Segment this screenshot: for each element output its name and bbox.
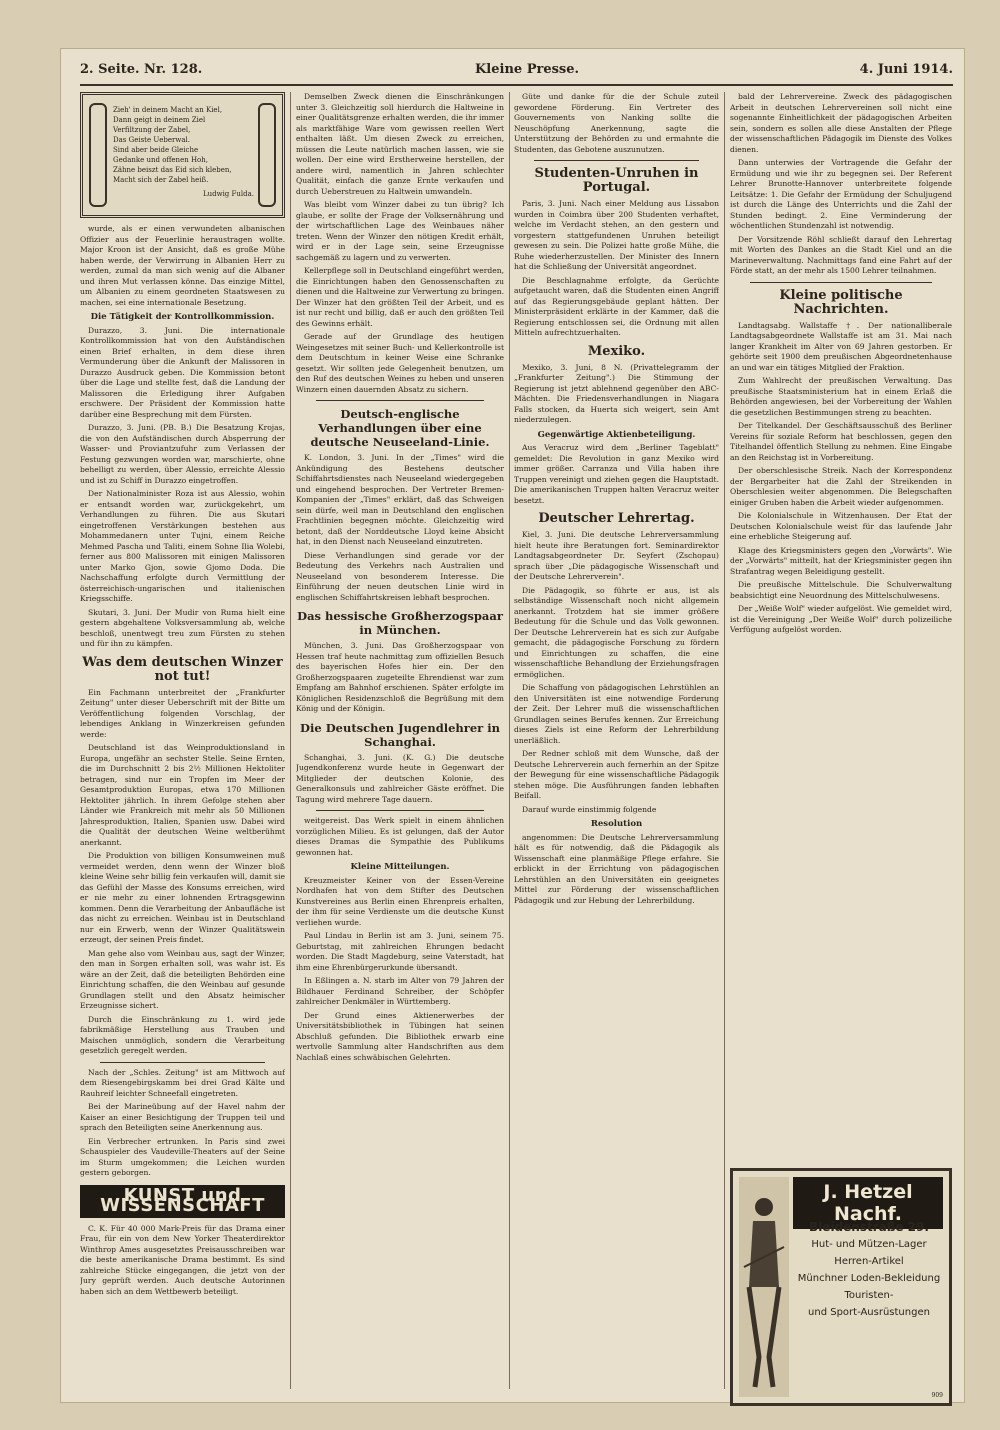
article-text: Durazzo, 3. Juni. Die internationale Kontrollkommission hat von den Aufständischen einen Brief erhalten, in dem diese ihren Vermunderung über die Ankunft der Malissoren in Durazzo Ausdruck geben. Die Kommission betont über die Lage und stellte fest, daß die Landung der Malissoren die Erledigung ihrer Aufgaben erschwere. Der Präsident der Kommission hatte darüber eine Besprechung mit dem Fürsten. <box>80 325 285 419</box>
shop-address: Bleidenstraße 29. <box>809 1220 929 1234</box>
advertisement <box>730 1168 952 1406</box>
poem-line: Sind aber beide Gleiche <box>113 146 199 154</box>
article-text: weitgereist. Das Werk spielt in einem ähnlichen vorzüglichen Milieu. Es ist gelungen, daß der Autor dieses Dramas die Sympathie des Publikums gewonnen hat. <box>296 816 504 857</box>
article-text: Kreuzmeister Keiner von der Essen-Vereine Nordhafen hat von dem Stifter des Deutschen Kunstvereines aus Berlin einen Ehrenpreis erhalten, der ihm für seine Verdienste um die deutsche Kunst verliehen wurde. <box>296 875 504 927</box>
headline: Deutsch-englische Verhandlungen über eine deutsche Neuseeland-Linie. <box>310 407 490 449</box>
article-text: Nach der „Schles. Zeitung" ist am Mittwoch auf dem Riesengebirgskamm bei drei Grad Kälte und Rauhreif leichter Schneefall eingetreten. <box>80 1067 285 1098</box>
article-text: Darauf wurde einstimmig folgende <box>522 804 657 814</box>
article-text: Ein Fachmann unterbreitet der „Frankfurter Zeitung" unter dieser Ueberschrift mit der Bitte um Veröffentlichung folgenden Vorschlag, der lebendiges Anklang in Winzerkreisen gefunden werde: <box>80 687 285 739</box>
subheading: Gegenwärtige Aktienbeteiligung. <box>537 429 696 440</box>
column-4 <box>730 92 952 1153</box>
article-text: Die Schaffung von pädagogischen Lehrstühlen an den Universitäten ist eine notwendige Forderung der Zeit. Der Lehrer muß die wissenschaftlichen Grundlagen seines Berufes kennen. Zur Erreichung dieses Ziels ist eine Reform der Lehrerbildung unerläßlich. <box>514 683 719 745</box>
ornament-left <box>89 103 107 207</box>
subheading: Resolution <box>590 819 643 829</box>
headline: Die Deutschen Jugendlehrer in Schanghai. <box>300 720 500 749</box>
newspaper-page <box>60 48 965 1403</box>
article-text: Paul Lindau in Berlin ist am 3. Juni, seinem 75. Geburtstag, mit zahlreichen Ehrungen bedacht worden. Die Stadt Magdeburg, seine Vaterstadt, hat ihm eine Ehrenbürgerurkunde übersandt. <box>296 931 504 972</box>
column-1 <box>80 92 285 1389</box>
article-text: Landtagsabg. Wallstaffe †. Der nationalliberale Landtagsabgeordnete Wallstaffe ist am 31. Mai nach langer Krankheit im Alter von 69 Jahren gestorben. Er gehörte seit 1900 dem preußischen Abgeordnetenhause an und war ein tätiges Mitglied der Fraktion. <box>730 320 952 372</box>
divider <box>316 400 484 401</box>
article-text: Der Titelkandel. Der Geschäftsausschuß des Berliner Vereins für soziale Reform hat beschlossen, gegen den Titelhandel öffentlich Stellung zu nehmen. Eine Eingabe an den Reichstag ist in Vorbereitung. <box>730 421 952 462</box>
article-text: Die Beschlagnahme erfolgte, da Gerüchte aufgetaucht waren, daß die Studenten einen Angriff auf das Regierungsgebäude geplant hätten. Der Ministerpräsident erklärte in der Kammer, daß die Regierung entschlossen sei, die Ordnung mit allen Mitteln aufrechtzuerhalten. <box>514 275 719 337</box>
poem-line: Zähne beiszt das Eid sich kleben, <box>113 166 232 174</box>
headline: Mexiko. <box>587 343 646 359</box>
column-2 <box>296 92 504 1389</box>
ad-line: und Sport-Ausrüstungen <box>808 1307 930 1318</box>
article-text: Der Redner schloß mit dem Wunsche, daß der Deutsche Lehrerverein auch fernerhin an der Spitze der Bewegung für eine wissenschaftliche Pädagogik stehen möge. Die Ausführungen fanden lebhaften Beifall. <box>514 749 719 800</box>
ad-line: Hut- und Mützen-Lager <box>811 1239 927 1250</box>
article-text: Kellerpflege soll in Deutschland eingeführt werden, die Einrichtungen haben den Genossenschaften zu dienen und die Haltweine zur Verwertung zu bringen. Der Winzer hat den größten Teil der Arbeit, und es ist nur recht und billig, daß er auch den größten Teil des Gewinns erhält. <box>296 266 504 328</box>
article-text: Güte und danke für die der Schule zuteil gewordene Förderung. Ein Vertreter des Gouvernements von Nanking sollte die Neuschöpfung Anerkennung, sagte die Unterstützung der Behörden zu und ermahnte die Studenten, das Gebotene auszunutzen. <box>514 92 719 154</box>
article-text: Die Kolonialschule in Witzenhausen. Der Etat der Deutschen Kolonialschule weist für das laufende Jahr eine erhebliche Steigerung auf. <box>730 511 952 541</box>
article-text: Ein Verbrecher ertrunken. In Paris sind zwei Schauspieler des Vaudeville-Theaters auf der Seine im Sturm umgekommen; die Leichen wurden gestern geborgen. <box>80 1136 285 1177</box>
poem-author: Ludwig Fulda. <box>202 190 254 198</box>
article-text: Dann unterwies der Vortragende die Gefahr der Ermüdung und wie ihr zu begegnen sei. Der Referent Lehrer Brunotte-Hannover unterbreitete folgende Leitsätze: 1. Die Gefahr der Ermüdung der Schuljugend ist durch die Länge des Unterrichts und die Zahl der Stunden bedingt. 2. Eine Verminderung der wöchentlichen Stundenzahl ist notwendig. <box>730 158 952 230</box>
article-text: Die preußische Mittelschule. Die Schulverwaltung beabsichtigt eine Neuordnung des Mittelschulwesens. <box>730 580 952 600</box>
poem-line: Das Geiste Ueberwal. <box>113 136 190 144</box>
ad-tag: 909 <box>931 1392 943 1399</box>
poem-line: Gedanke und offenen Hoh, <box>113 156 208 164</box>
section-banner: KUNST und WISSENSCHAFT <box>80 1185 285 1218</box>
poem-line: Verfiltzung der Zabel, <box>113 126 191 134</box>
divider <box>534 160 699 161</box>
ad-line: Touristen- <box>844 1290 894 1301</box>
shop-name: J. Hetzel Nachf. <box>793 1177 943 1229</box>
poem-line: Dann geigt in deinem Ziel <box>113 116 206 124</box>
rider-illustration-icon <box>739 1177 789 1397</box>
ornament-right <box>258 103 276 207</box>
article-text: In Eßlingen a. N. starb im Alter von 79 Jahren der Bildhauer Ferdinand Schreiber, der Schöpfer zahlreicher Denkmäler in Württemberg. <box>296 976 504 1006</box>
column-divider <box>509 92 510 1389</box>
ad-line: Herren-Artikel <box>834 1256 904 1267</box>
article-text: angenommen: Die Deutsche Lehrerversammlung hält es für notwendig, daß die Pädagogik als Wissenschaft eine planmäßige Pflege erfahre. Sie erblickt in der Errichtung von pädagogischen Lehrstühlen an den Universitäten ein geeignetes Mittel zur Förderung der wissenschaftlichen Pädagogik und zur Hebung der Lehrerbildung. <box>514 832 719 905</box>
article-text: München, 3. Juni. Das Großherzogspaar von Hessen traf heute nachmittag zum offiziellen Besuch des bayerischen Hofes hier ein. Der den Großherzogspaaren zugeteilte Ehrendienst war zum Empfang am Bahnhof erschienen. Später erfolgte im Königlichen Residenzschloß die Begrüßung mit dem König und der Königin. <box>296 641 504 713</box>
article-text: Gerade auf der Grundlage des heutigen Weingesetzes mit seiner Buch- und Kellerkontrolle ist dem Deutschtum in keiner Weise eine Schranke gesetzt. Wir sollten jede Gelegenheit benutzen, um den Ruf des deutschen Weines zu heben und unseren Winzern einen dauernden Absatz zu sichern. <box>296 332 504 394</box>
page-header <box>80 60 953 86</box>
article-text: wurde, als er einen verwundeten albanischen Offizier aus der Feuerlinie heraustragen wollte. Major Kroon ist der Ansicht, daß es große Mühe haben werde, der Verwirrung in Albanien Herr zu werden, zumal da man sich wenig auf die Albaner und ihren Mut verlassen könne. Das einzige Mittel, um Albanien zu einem geordneten Staatswesen zu machen, sei eine internationale Besetzung. <box>80 224 285 307</box>
ad-line: Münchner Loden-Bekleidung <box>797 1273 941 1284</box>
article-text: Schanghai, 3. Juni. (K. G.) Die deutsche Jugendkonferenz wurde heute in Gegenwart der Mitglieder der deutschen Kolonie, des Generalkonsuls und zahlreicher Gäste eröffnet. Die Tagung wird mehrere Tage dauern. <box>296 752 504 804</box>
article-text: Aus Veracruz wird dem „Berliner Tageblatt" gemeldet: Die Revolution in ganz Mexiko wird immer größer. Carranza und Villa haben ihre Truppen vereinigt und ziehen gegen die Hauptstadt. Die amerikanischen Truppen halten Veracruz weiter besetzt. <box>514 443 719 505</box>
article-text: C. K. Für 40 000 Mark-Preis für das Drama einer Frau, für ein von dem New Yorker Theaterdirektor Winthrop Ames ausgesetztes Preisausschreiben war die beste amerikanische Drama bestimmt. Es sind zahlreiche Stücke eingegangen, die jetzt von der Jury geprüft werden. Auch deutsche Autorinnen haben sich an dem Wettbewerb beteiligt. <box>80 1223 285 1296</box>
headline: Das hessische Großherzogspaar in München. <box>297 609 503 637</box>
article-text: Der Grund eines Aktienerwerbes der Universitätsbibliothek in Tübingen hat seinen Abschluß gefunden. Die Bibliothek erwarb eine wertvolle Sammlung alter Handschriften aus dem Nachlaß eines schwäbischen Gelehrten. <box>296 1010 504 1062</box>
article-text: Der Nationalminister Roza ist aus Alessio, wohin er entsandt worden war, zurückgekehrt, um Verhandlungen zu führen. Die aus Skutari eingetroffenen Verstärkungen bestehen aus Mohammedanern unter Tujni, einem Reiche Mehmed Pascha und Taliti, einem Sohne Ilia Wolebi, ferner aus 800 Malissoren mit einigen Malissoren unter Marko Gjon, sowie Gjomo Doda. Die Nachschaffung erfolgte durch Vermittlung der österreichisch-ungarischen und italienischen Kriegsschiffe. <box>80 489 285 603</box>
subheading: Die Tätigkeit der Kontrollkommission. <box>90 312 275 322</box>
article-text: Kiel, 3. Juni. Die deutsche Lehrerversammlung hielt heute ihre Beratungen fort. Seminardirektor Landtagsabgeordneter Dr. Seyfert (Zschopau) sprach über „Die pädagogische Wissenschaft und der Deutsche Lehrerverein". <box>514 530 719 581</box>
article-text: Deutschland ist das Weinproduktionsland in Europa, ungefähr an sechster Stelle. Seine Ernten, die im Durchschnitt 2 bis 2½ Millionen Hektoliter betragen, sind nur ein Tropfen im Meer der Gesamtproduktion Europas, etwa 170 Millionen Hektoliter jährlich. In ihrem Gefolge stehen aber Länder wie Frankreich mit mehr als 50 Millionen Jahresproduktion, Italien, Spanien usw. Dabei wird die Qualität der deutschen Weine weltberühmt anerkannt. <box>80 743 285 847</box>
article-text: Diese Verhandlungen sind gerade vor der Bedeutung des Verkehrs nach Australien und Neuseeland von besonderem Interesse. Die Einführung der neuen deutschen Linie wird in englischen Schiffahrtskreisen lebhaft besprochen. <box>296 550 504 602</box>
issue-date: 4. Juni 1914. <box>859 62 953 77</box>
article-text: Durazzo, 3. Juni. (PB. B.) Die Besatzung Krojas, die von den Aufständischen durch Absperrung der Wasser- und Proviantzufuhr zum Verlassen der Festung gezwungen worden war, marschierte, ohne behelligt zu werden, über Alessio, erreichte Alessio und ist zu Schiff in Durazzo eingetroffen. <box>80 423 285 485</box>
poem-line: Macht sich der Zabel heiß. <box>113 176 209 184</box>
article-text: Die Produktion von billigen Konsumweinen muß vermeidet werden, denn wenn der Winzer bloß kleine Weine sehr billig fein verkaufen will, damit sie das Gefühl der Masse des Konsums erreichen, wird er nie mehr zu einer lohnenden Ertragsgewinn kommen. Denn die Verarbeitung der Anbaufläche ist das nicht zu erreichen. Weinbau ist in Deutschland nur ein Erwerb, wenn der Winzer Qualitätswein erzeugt, der seinen Preis findet. <box>80 851 285 944</box>
column-divider <box>290 92 291 1389</box>
article-text: Der oberschlesische Streik. Nach der Korrespondenz der Bergarbeiter hat die Zahl der Streikenden in Oberschlesien weiter abgenommen. Die Belegschaften einiger Gruben haben die Arbeit wieder aufgenommen. <box>730 466 952 507</box>
subheading: Kleine Mitteilungen. <box>350 862 450 872</box>
headline: Was dem deutschen Winzer not tut! <box>82 654 283 684</box>
column-3 <box>514 92 719 1389</box>
poem-line: Zieh' in deinem Macht an Kiel, <box>113 106 223 114</box>
article-text: Der Vorsitzende Röhl schließt darauf den Lehrertag mit Worten des Dankes an die Stadt Kiel und an die Marineverwaltung. Nachmittags fand eine Fahrt auf der Förde statt, an der mehr als 1500 Lehrer teilnahmen. <box>730 234 952 275</box>
page-number: 2. Seite. Nr. 128. <box>80 62 203 77</box>
headline: Studenten-Unruhen in Portugal. <box>534 166 699 195</box>
article-text: Zum Wahlrecht der preußischen Verwaltung. Das preußische Staatsministerium hat in einem Erlaß die Behörden angewiesen, bei der Vorbereitung der Wahlen die gesetzlichen Bestimmungen streng zu beachten. <box>730 376 952 417</box>
article-text: K. London, 3. Juni. In der „Times" wird die Ankündigung des Bestehens deutscher Schiffahrtsdienstes nach Neuseeland wiedergegeben und eingehend besprochen. Der Vertreter Bremen-Kompanien der „Times" erklärt, daß das Schweigen sein dürfe, weil man in Deutschland den englischen Frachtlinien begegnen möchte. Gleichzeitig wird betont, daß der Norddeutsche Lloyd keine Absicht hat, in den Dienst nach Neuseeland einzutreten. <box>296 453 504 546</box>
newspaper-title: Kleine Presse. <box>475 62 580 77</box>
article-text: Der „Weiße Wolf" wieder aufgelöst. Wie gemeldet wird, ist die Vereinigung „Der Weiße Wolf" durch polizeiliche Verfügung aufgelöst worden. <box>730 604 952 634</box>
column-divider <box>724 92 725 1389</box>
article-text: Demselben Zweck dienen die Einschränkungen unter 3. Gleichzeitig soll hierdurch die Haltweine in einer Qualitätsgrenze erhalten werden, die ihr immer als marktfähige Ware vom gewissen reellen Wert enthalten läßt. Um diesen Zweck zu erreichen, müssen die Leute natürlich machen lassen, wie sie wollen. Der eine wird Erstherweine herstellen, der andere wird, namentlich in Jahren schlechter Qualität, einfach die ganze Ernte verkaufen und durch Ueberstreuen zu Haltwein umwandeln. <box>296 92 504 196</box>
poem-box <box>80 92 285 218</box>
article-text: Paris, 3. Juni. Nach einer Meldung aus Lissabon wurden in Coimbra über 200 Studenten verhaftet, welche im Verdacht stehen, an den gestern und vorgestern stattgefundenen Unruhen beteiligt gewesen zu sein. Die Polizei hatte große Mühe, die Ruhe wiederherzustellen. Der Minister des Innern hat die Schließung der Universität angeordnet. <box>514 199 719 271</box>
article-text: Was bleibt vom Winzer dabei zu tun übrig? Ich glaube, er sollte der Frage der Volksernährung und der wirtschaftlichen Lage des Weinbaues näher treten. Wenn der Winzer den nötigen Kredit erhält, wird er in der Lage sein, seine Erzeugnisse sachgemäß zu lagern und zu verwerten. <box>296 200 504 262</box>
article-text: bald der Lehrervereine. Zweck des pädagogischen Arbeit in deutschen Lehrervereinen soll nicht eine sogenannte Einheitlichkeit der pädagogischen Arbeiten sein, sondern es sollen alle diese Anstalten der Pflege der wissenschaftlichen Pädagogik im Dienste des Volkes dienen. <box>730 92 952 154</box>
ad-lines <box>795 1219 943 1321</box>
headline: Deutscher Lehrertag. <box>538 511 695 526</box>
divider <box>100 1062 265 1063</box>
article-text: Die Pädagogik, so führte er aus, ist als selbständige Wissenschaft noch nicht allgemein anerkannt. Trotzdem hat sie immer größere Bedeutung für die Schule und das Volk gewonnen. Der Deutsche Lehrerverein hat es sich zur Aufgabe gemacht, die pädagogische Forschung zu fördern und Einrichtungen zu schaffen, die eine wissenschaftliche Behandlung der Erziehungsfragen ermöglichen. <box>514 585 719 679</box>
divider <box>750 282 932 283</box>
article-text: Skutari, 3. Juni. Der Mudir von Ruma hielt eine gestern abgehaltene Volksversammlung ab, welche beschloß, unentwegt treu zum Fürsten zu stehen und für ihn zu kämpfen. <box>80 607 285 648</box>
divider <box>316 810 484 811</box>
article-text: Durch die Einschränkung zu 1. wird jede fabrikmäßige Herstellung aus Trauben und Maischen unmöglich, sondern die Verarbeitung gesetzlich geregelt werden. <box>80 1014 285 1055</box>
article-text: Klage des Kriegsministers gegen den „Vorwärts". Wie der „Vorwärts" mitteilt, hat der Kriegsminister gegen ihn Strafantrag wegen Beleidigung gestellt. <box>730 545 952 576</box>
article-text: Bei der Marineübung auf der Havel nahm der Kaiser an einer Besichtigung der Truppen teil und sprach den Beteiligten seine Anerkennung aus. <box>80 1102 285 1132</box>
article-text: Man gehe also vom Weinbau aus, sagt der Winzer, den man in Sorgen erhalten soll, was wahr ist. Es wäre an der Zeit, daß die beteiligten Behörden eine Einrichtung schaffen, die den Weinbau auf gesunde Grundlagen stellt und den Absatz heimischer Erzeugnisse sichert. <box>80 948 285 1010</box>
article-text: Mexiko, 3. Juni, 8 N. (Privattelegramm der „Frankfurter Zeitung".) Die Stimmung der Regierung ist jetzt ablehnend gegenüber den ABC-Mächten. Die Friedensverhandlungen in Niagara Falls stocken, da Huerta sich weigert, sein Amt niederzulegen. <box>514 362 719 424</box>
poem-text <box>113 105 254 199</box>
headline: Kleine politische Nachrichten. <box>779 287 903 317</box>
